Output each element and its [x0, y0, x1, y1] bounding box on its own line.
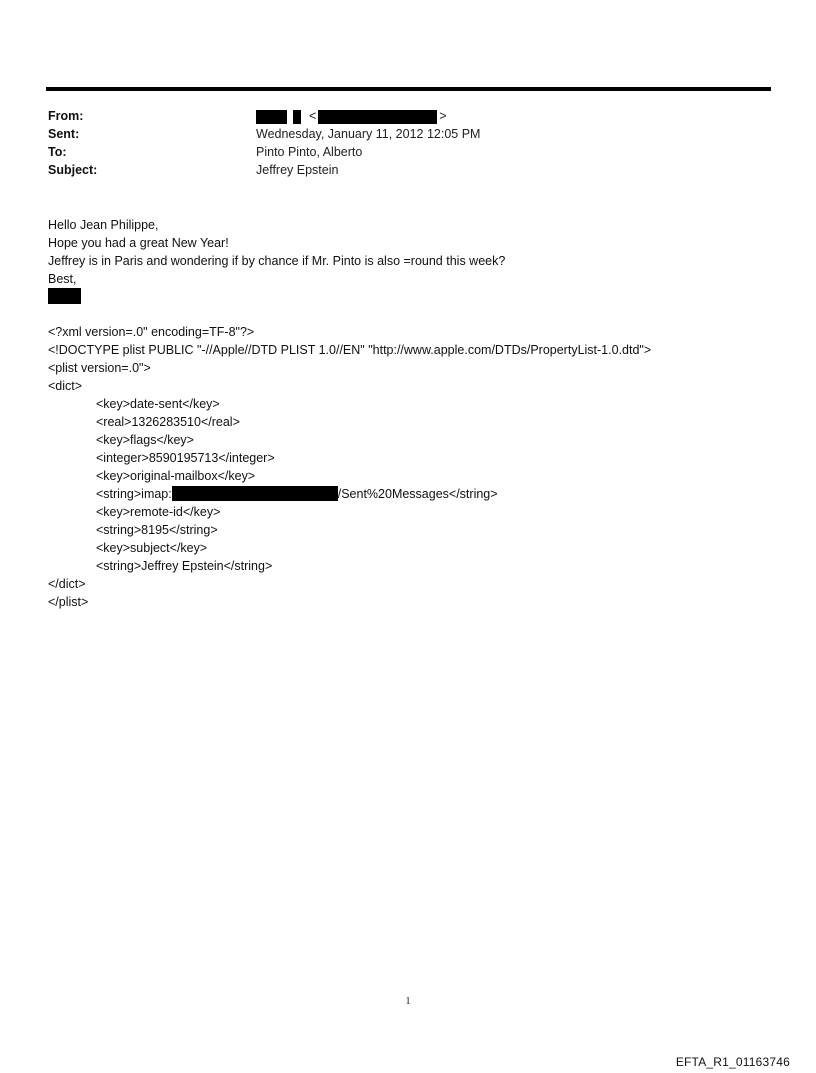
redaction-box [293, 110, 301, 124]
plist-key-flags: <key>flags</key> [96, 433, 194, 447]
plist-key-remote-id: <key>remote-id</key> [96, 505, 221, 519]
to-value: Pinto Pinto, Alberto [256, 145, 363, 159]
sent-value: Wednesday, January 11, 2012 12:05 PM [256, 127, 481, 141]
body-signoff: Best, [48, 272, 77, 286]
dict-close: </dict> [48, 577, 86, 591]
body-greeting: Hello Jean Philippe, [48, 218, 159, 232]
subject-label: Subject: [48, 163, 98, 177]
plist-key-date-sent: <key>date-sent</key> [96, 397, 220, 411]
subject-value: Jeffrey Epstein [256, 163, 339, 177]
page-number: 1 [405, 996, 411, 1007]
header-rule [46, 87, 771, 91]
plist-xml-declaration: <?xml version=.0" encoding=TF-8"?> [48, 325, 255, 339]
plist-subject-value: <string>Jeffrey Epstein</string> [96, 559, 273, 573]
sent-label: Sent: [48, 127, 80, 141]
plist-mailbox-string [96, 485, 498, 503]
body-line: Hope you had a great New Year! [48, 236, 229, 250]
body-line: Jeffrey is in Paris and wondering if by chance if Mr. Pinto is also =round this week? [48, 254, 506, 268]
from-close-bracket: > [439, 109, 447, 123]
from-label: From: [48, 109, 84, 123]
document-id: EFTA_R1_01163746 [675, 1055, 790, 1069]
plist-real-value: <real>1326283510</real> [96, 415, 240, 429]
plist-open: <plist version=.0"> [48, 361, 151, 375]
signature-redaction [48, 288, 81, 304]
mailbox-prefix: <string>imap: [96, 487, 172, 501]
from-value [256, 107, 447, 125]
redaction-box [318, 110, 437, 124]
mailbox-suffix: /Sent%20Messages</string> [337, 487, 498, 501]
plist-doctype: <!DOCTYPE plist PUBLIC "-//Apple//DTD PLIST 1.0//EN" "http://www.apple.com/DTDs/PropertyList-1.0.dtd"> [48, 343, 652, 357]
plist-integer-value: <integer>8590195713</integer> [96, 451, 275, 465]
plist-key-subject: <key>subject</key> [96, 541, 208, 555]
plist-close: </plist> [48, 595, 89, 609]
redaction-box [172, 486, 338, 501]
plist-key-mailbox: <key>original-mailbox</key> [96, 469, 256, 483]
from-open-bracket: < [308, 109, 317, 123]
to-label: To: [48, 145, 67, 159]
dict-open: <dict> [48, 379, 83, 393]
plist-remote-id-value: <string>8195</string> [96, 523, 218, 537]
redaction-box [256, 110, 287, 124]
